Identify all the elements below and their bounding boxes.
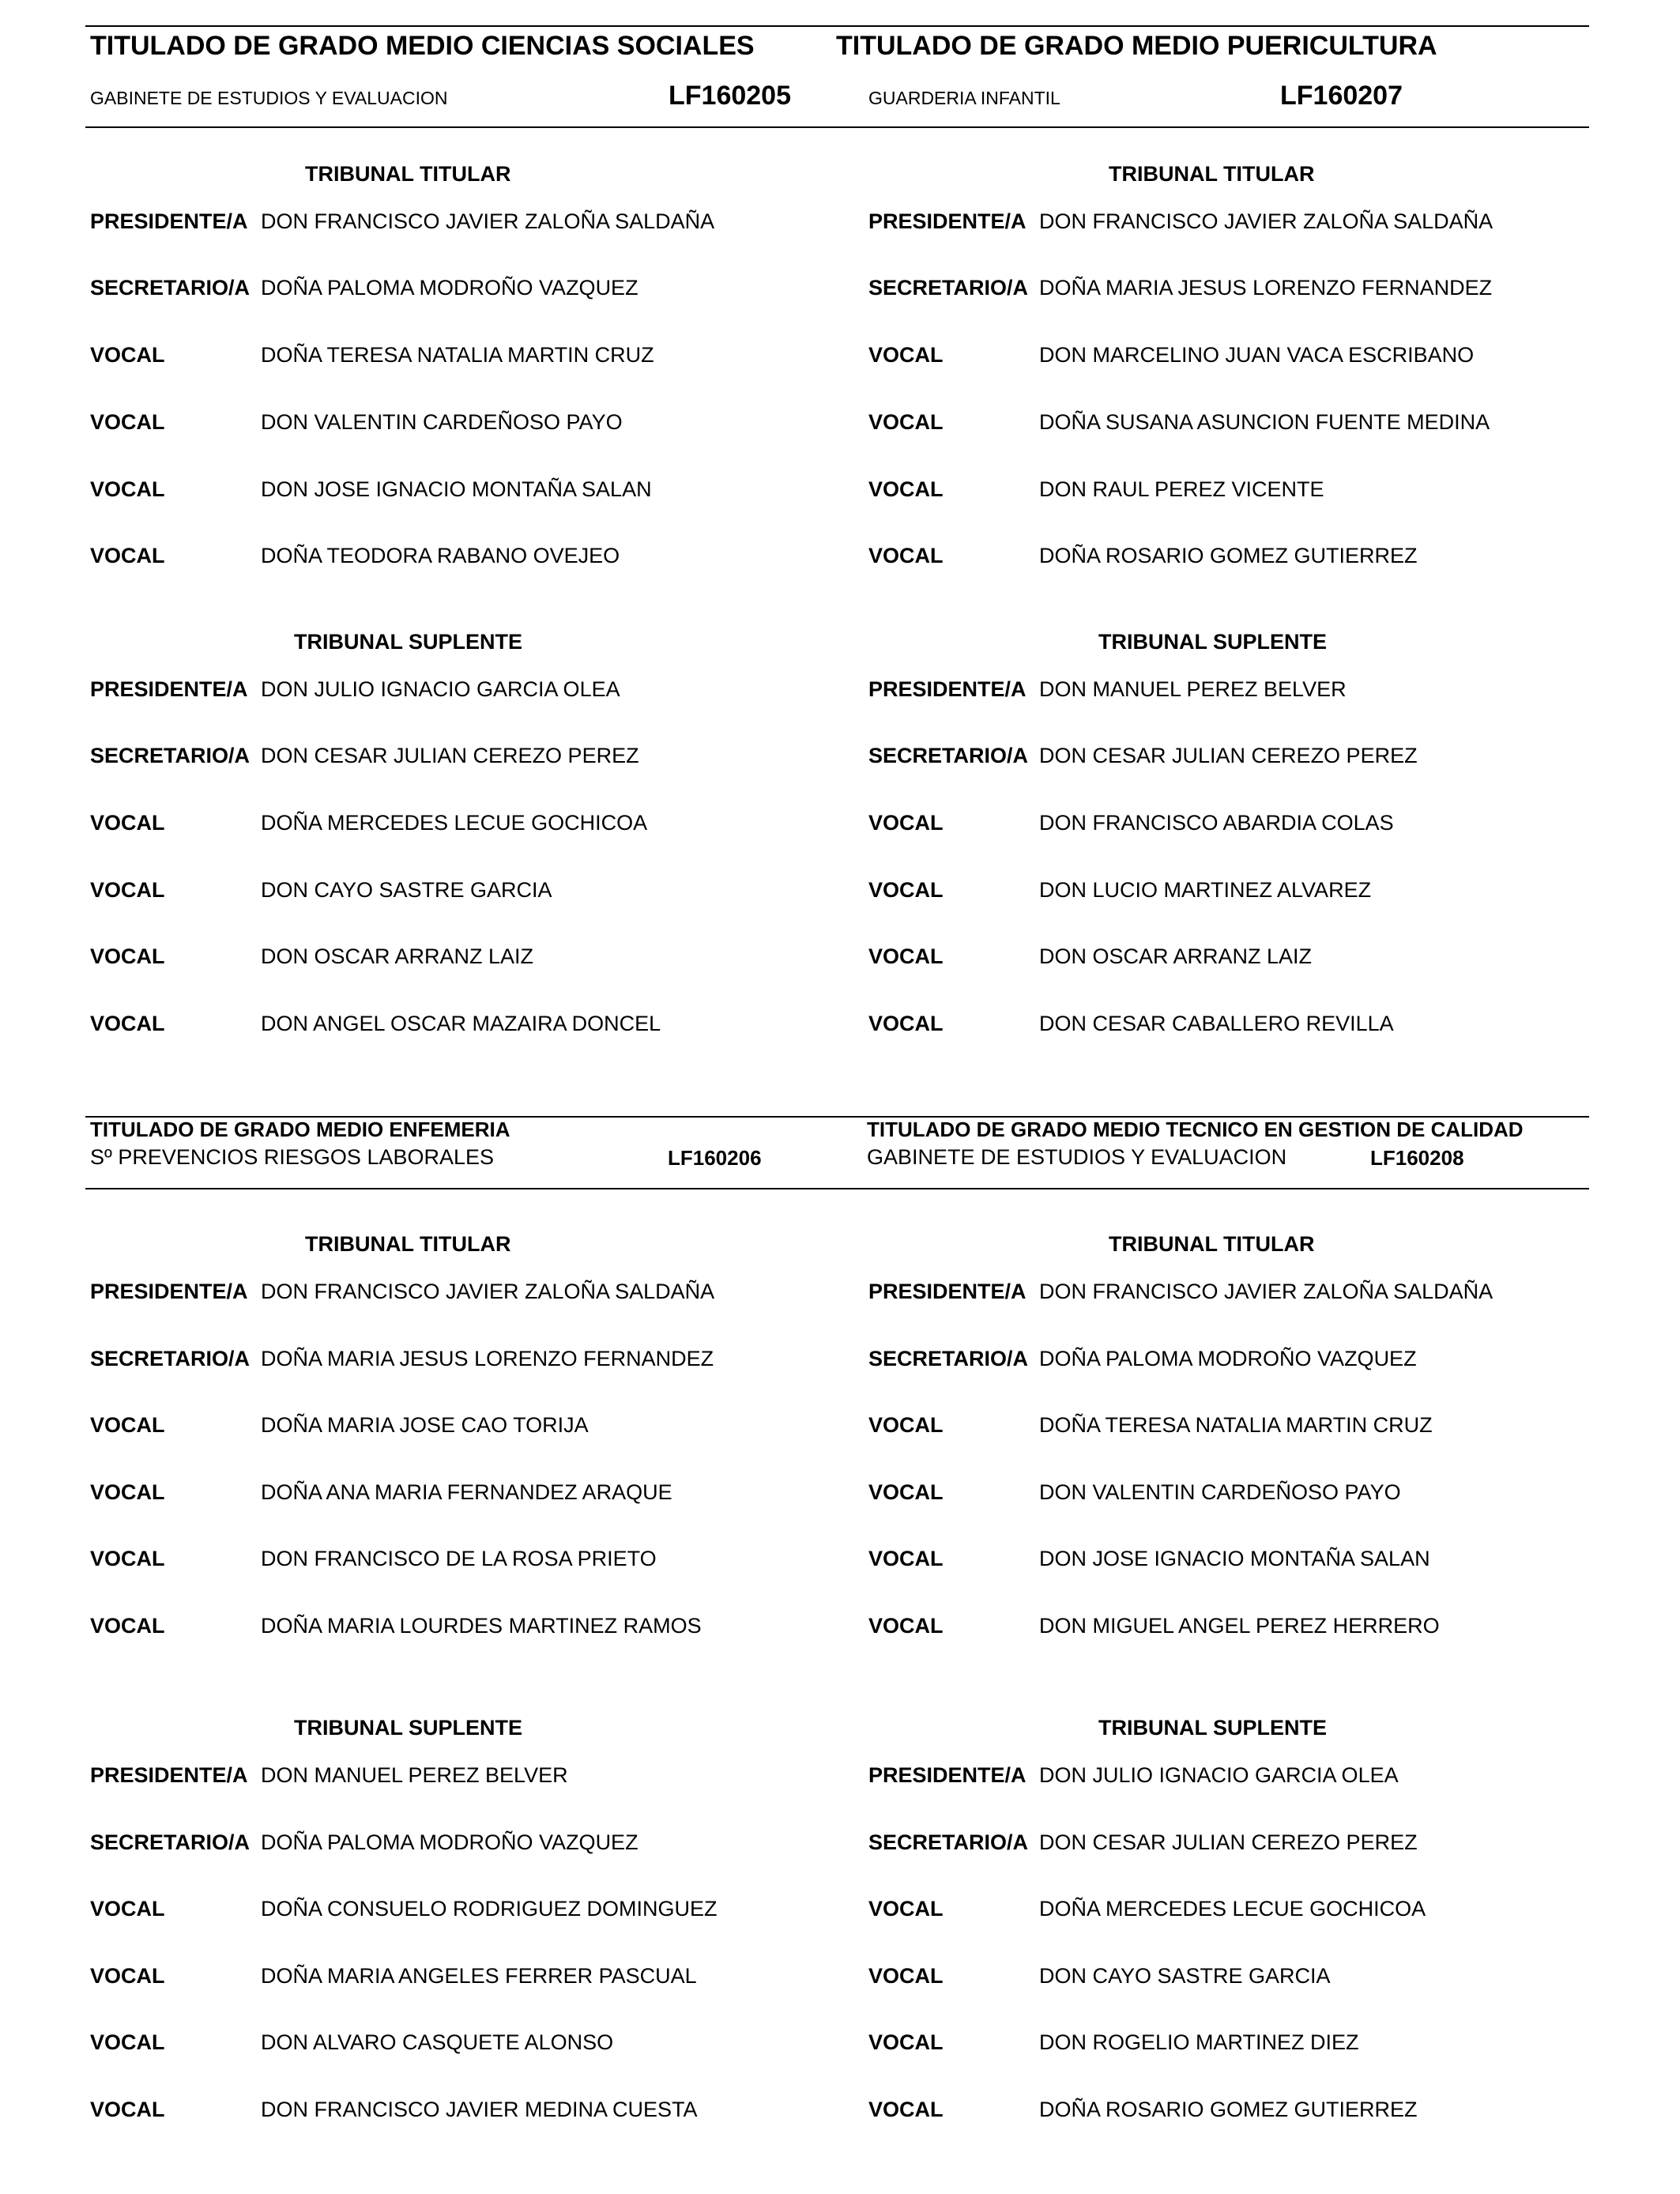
tribunal-suplente-heading: TRIBUNAL SUPLENTE	[1098, 1716, 1328, 1740]
member-role: VOCAL	[90, 1480, 165, 1504]
member-name: DON CAYO SASTRE GARCIA	[261, 878, 552, 902]
member-name: DOÑA SUSANA ASUNCION FUENTE MEDINA	[1039, 410, 1490, 434]
member-role: PRESIDENTE/A	[868, 1280, 1026, 1303]
member-role: PRESIDENTE/A	[868, 1763, 1026, 1787]
member-name: DOÑA MARIA JOSE CAO TORIJA	[261, 1413, 589, 1437]
member-role: VOCAL	[868, 343, 944, 367]
member-role: VOCAL	[868, 1897, 944, 1921]
member-role: VOCAL	[90, 410, 165, 434]
top-rule	[85, 25, 1589, 27]
member-name: DON FRANCISCO DE LA ROSA PRIETO	[261, 1547, 657, 1570]
section-title: TITULADO DE GRADO MEDIO CIENCIAS SOCIALES	[90, 31, 755, 61]
member-role: VOCAL	[868, 1480, 944, 1504]
section-title: TITULADO DE GRADO MEDIO PUERICULTURA	[836, 31, 1437, 61]
member-role: PRESIDENTE/A	[868, 209, 1026, 233]
member-role: VOCAL	[90, 1413, 165, 1437]
member-name: DON ANGEL OSCAR MAZAIRA DONCEL	[261, 1012, 661, 1035]
section-code: LF160206	[668, 1146, 762, 1170]
member-name: DOÑA ROSARIO GOMEZ GUTIERREZ	[1039, 2098, 1418, 2121]
tribunal-titular-heading: TRIBUNAL TITULAR	[1109, 162, 1315, 186]
member-role: VOCAL	[90, 544, 165, 567]
section-title: TITULADO DE GRADO MEDIO ENFEMERIA	[90, 1118, 510, 1141]
member-role: SECRETARIO/A	[90, 1347, 250, 1370]
header-rule-2	[85, 1188, 1589, 1189]
member-name: DON JULIO IGNACIO GARCIA OLEA	[261, 677, 620, 701]
member-name: DON RAUL PEREZ VICENTE	[1039, 477, 1324, 501]
member-name: DON LUCIO MARTINEZ ALVAREZ	[1039, 878, 1372, 902]
section-code: LF160205	[669, 81, 791, 111]
member-role: VOCAL	[90, 1964, 165, 1988]
member-name: DON FRANCISCO JAVIER ZALOÑA SALDAÑA	[1039, 1280, 1494, 1303]
member-name: DOÑA MARIA ANGELES FERRER PASCUAL	[261, 1964, 697, 1988]
tribunal-suplente-heading: TRIBUNAL SUPLENTE	[294, 630, 523, 654]
member-name: DON MANUEL PEREZ BELVER	[261, 1763, 568, 1787]
member-role: VOCAL	[868, 477, 944, 501]
member-name: DON FRANCISCO JAVIER MEDINA CUESTA	[261, 2098, 698, 2121]
member-role: VOCAL	[90, 1547, 165, 1570]
member-role: VOCAL	[90, 1012, 165, 1035]
member-name: DOÑA TERESA NATALIA MARTIN CRUZ	[1039, 1413, 1433, 1437]
member-name: DOÑA PALOMA MODROÑO VAZQUEZ	[1039, 1347, 1417, 1370]
member-name: DON CAYO SASTRE GARCIA	[1039, 1964, 1331, 1988]
member-name: DON CESAR JULIAN CEREZO PEREZ	[1039, 1830, 1418, 1854]
member-name: DON VALENTIN CARDEÑOSO PAYO	[1039, 1480, 1401, 1504]
member-name: DOÑA PALOMA MODROÑO VAZQUEZ	[261, 276, 638, 300]
member-name: DOÑA ROSARIO GOMEZ GUTIERREZ	[1039, 544, 1418, 567]
member-role: VOCAL	[868, 1012, 944, 1035]
member-role: VOCAL	[90, 1614, 165, 1638]
member-role: VOCAL	[868, 1413, 944, 1437]
member-name: DOÑA PALOMA MODROÑO VAZQUEZ	[261, 1830, 638, 1854]
member-role: VOCAL	[868, 1547, 944, 1570]
member-name: DOÑA TERESA NATALIA MARTIN CRUZ	[261, 343, 654, 367]
member-role: PRESIDENTE/A	[90, 1280, 248, 1303]
member-role: VOCAL	[90, 811, 165, 835]
member-name: DON MANUEL PEREZ BELVER	[1039, 677, 1347, 701]
member-name: DON CESAR CABALLERO REVILLA	[1039, 1012, 1394, 1035]
member-role: VOCAL	[90, 2098, 165, 2121]
tribunal-titular-heading: TRIBUNAL TITULAR	[305, 162, 511, 186]
member-name: DOÑA TEODORA RABANO OVEJEO	[261, 544, 620, 567]
member-name: DON OSCAR ARRANZ LAIZ	[1039, 944, 1313, 968]
member-name: DON FRANCISCO JAVIER ZALOÑA SALDAÑA	[1039, 209, 1494, 233]
member-role: VOCAL	[868, 1614, 944, 1638]
member-role: VOCAL	[868, 2030, 944, 2054]
member-role: SECRETARIO/A	[868, 276, 1029, 300]
member-name: DON VALENTIN CARDEÑOSO PAYO	[261, 410, 623, 434]
member-name: DON MARCELINO JUAN VACA ESCRIBANO	[1039, 343, 1475, 367]
member-role: VOCAL	[90, 944, 165, 968]
member-role: SECRETARIO/A	[90, 1830, 250, 1854]
section-code: LF160207	[1280, 81, 1403, 111]
section-department: GABINETE DE ESTUDIOS Y EVALUACION	[90, 88, 448, 108]
member-role: VOCAL	[868, 544, 944, 567]
member-role: SECRETARIO/A	[868, 1347, 1029, 1370]
member-role: PRESIDENTE/A	[868, 677, 1026, 701]
member-name: DON FRANCISCO JAVIER ZALOÑA SALDAÑA	[261, 1280, 715, 1303]
member-name: DOÑA MARIA JESUS LORENZO FERNANDEZ	[1039, 276, 1493, 300]
member-role: SECRETARIO/A	[90, 744, 250, 767]
member-name: DOÑA MARIA JESUS LORENZO FERNANDEZ	[261, 1347, 714, 1370]
member-name: DON MIGUEL ANGEL PEREZ HERRERO	[1039, 1614, 1440, 1638]
tribunal-titular-heading: TRIBUNAL TITULAR	[1109, 1232, 1315, 1256]
section-code: LF160208	[1370, 1146, 1464, 1170]
member-role: PRESIDENTE/A	[90, 677, 248, 701]
section-department: GABINETE DE ESTUDIOS Y EVALUACION	[867, 1145, 1287, 1169]
member-name: DON CESAR JULIAN CEREZO PEREZ	[1039, 744, 1418, 767]
member-role: PRESIDENTE/A	[90, 209, 248, 233]
member-role: VOCAL	[90, 878, 165, 902]
member-role: SECRETARIO/A	[868, 744, 1029, 767]
section-department: Sº PREVENCIOS RIESGOS LABORALES	[90, 1145, 495, 1169]
member-name: DON JOSE IGNACIO MONTAÑA SALAN	[261, 477, 652, 501]
member-name: DON FRANCISCO ABARDIA COLAS	[1039, 811, 1394, 835]
member-name: DOÑA ANA MARIA FERNANDEZ ARAQUE	[261, 1480, 672, 1504]
header-rule-1	[85, 126, 1589, 128]
member-name: DOÑA MERCEDES LECUE GOCHICOA	[261, 811, 648, 835]
member-role: VOCAL	[90, 477, 165, 501]
member-role: VOCAL	[868, 1964, 944, 1988]
tribunal-suplente-heading: TRIBUNAL SUPLENTE	[294, 1716, 523, 1740]
member-name: DON OSCAR ARRANZ LAIZ	[261, 944, 534, 968]
member-role: VOCAL	[868, 2098, 944, 2121]
member-name: DON JOSE IGNACIO MONTAÑA SALAN	[1039, 1547, 1430, 1570]
member-role: VOCAL	[868, 878, 944, 902]
member-role: SECRETARIO/A	[90, 276, 250, 300]
member-role: PRESIDENTE/A	[90, 1763, 248, 1787]
tribunal-suplente-heading: TRIBUNAL SUPLENTE	[1098, 630, 1328, 654]
member-role: VOCAL	[868, 410, 944, 434]
tribunal-titular-heading: TRIBUNAL TITULAR	[305, 1232, 511, 1256]
member-role: VOCAL	[868, 944, 944, 968]
member-name: DOÑA MERCEDES LECUE GOCHICOA	[1039, 1897, 1426, 1921]
member-name: DON FRANCISCO JAVIER ZALOÑA SALDAÑA	[261, 209, 715, 233]
member-name: DON CESAR JULIAN CEREZO PEREZ	[261, 744, 639, 767]
section-title: TITULADO DE GRADO MEDIO TECNICO EN GESTION DE CALIDAD	[867, 1118, 1524, 1141]
member-role: VOCAL	[90, 343, 165, 367]
member-role: SECRETARIO/A	[868, 1830, 1029, 1854]
member-role: VOCAL	[90, 2030, 165, 2054]
member-role: VOCAL	[90, 1897, 165, 1921]
member-name: DON ALVARO CASQUETE ALONSO	[261, 2030, 614, 2054]
member-name: DOÑA MARIA LOURDES MARTINEZ RAMOS	[261, 1614, 702, 1638]
member-name: DON JULIO IGNACIO GARCIA OLEA	[1039, 1763, 1399, 1787]
section-department: GUARDERIA INFANTIL	[868, 88, 1060, 108]
member-name: DON ROGELIO MARTINEZ DIEZ	[1039, 2030, 1359, 2054]
member-role: VOCAL	[868, 811, 944, 835]
member-name: DOÑA CONSUELO RODRIGUEZ DOMINGUEZ	[261, 1897, 718, 1921]
